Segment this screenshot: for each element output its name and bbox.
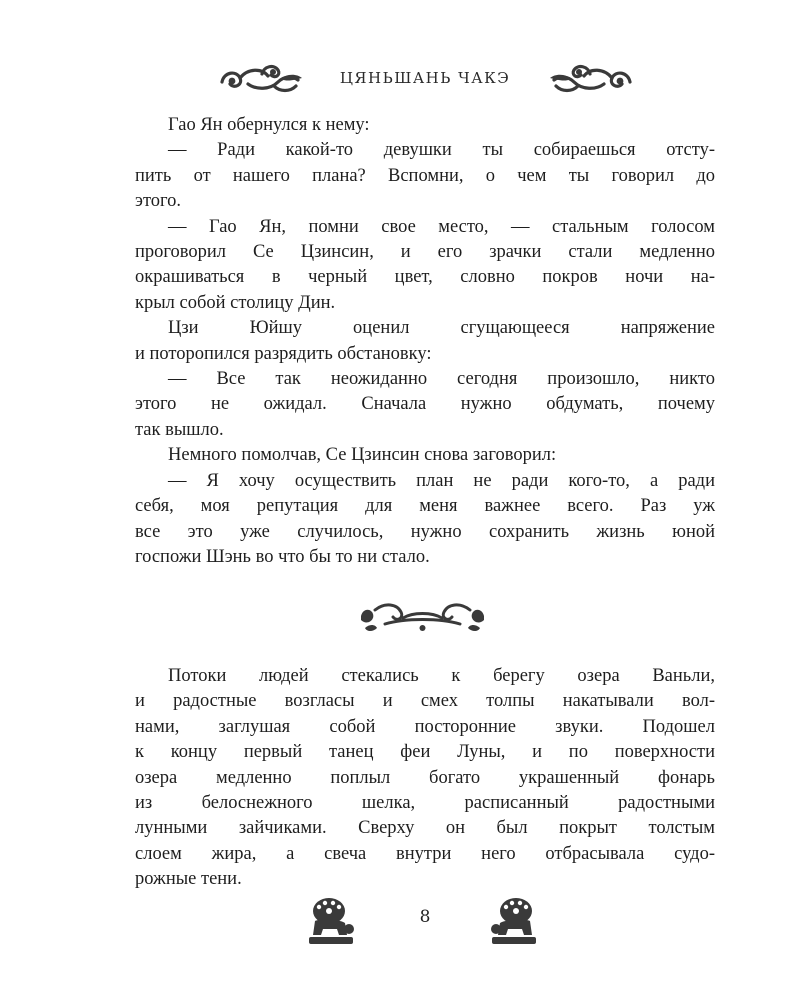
text-line: слоем жира, а свеча внутри него отбрасывала судо- [135, 843, 715, 864]
text-line: Цзи Юйшу оценил сгущающееся напряжение [168, 318, 715, 339]
text-line: — Ради какой-то девушки ты собираешься отсту- [168, 140, 715, 161]
text-line: этого. [135, 191, 182, 212]
text-line: — Все так неожиданно сегодня произошло, никто [168, 369, 715, 390]
text-line: проговорил Се Цзинсин, и его зрачки стали медленно [135, 242, 715, 263]
text-line: Немного помолчав, Се Цзинсин снова заговорил: [168, 445, 557, 466]
main-text-section-2 [135, 664, 715, 893]
text-line: крыл собой столицу Дин. [135, 292, 336, 313]
text-line: — Я хочу осуществить план не ради кого-то, а ради [168, 470, 715, 491]
page-footer [0, 895, 800, 955]
text-line: окрашиваться в черный цвет, словно покров ночи на- [135, 267, 715, 288]
guardian-lion-icon [488, 895, 540, 947]
text-line: и радостные возгласы и смех толпы накатывали вол- [135, 691, 715, 712]
text-line: и поторопился разрядить обстановку: [135, 343, 432, 364]
text-line: Гао Ян обернулся к нему: [168, 115, 370, 135]
text-line: рожные тени. [135, 869, 242, 890]
text-line: лунными зайчиками. Сверху он был покрыт толстым [135, 818, 715, 839]
text-line: — Гао Ян, помни свое место, — стальным голосом [168, 216, 715, 237]
text-line: нами, заглушая собой посторонние звуки. Подошел [135, 716, 715, 737]
text-line: из белоснежного шелка, расписанный радостными [135, 793, 715, 814]
swirl-ornament-icon [548, 60, 634, 98]
text-line: озера медленно поплыл богато украшенный фонарь [135, 767, 715, 788]
text-line: к концу первый танец феи Луны, и по поверхности [135, 742, 715, 763]
swirl-ornament-icon [218, 60, 304, 98]
guardian-lion-icon [305, 895, 357, 947]
text-line: себя, моя репутация для меня важнее всего. Раз уж [135, 496, 715, 517]
text-line: этого не ожидал. Сначала нужно обдумать, почему [135, 394, 715, 415]
text-line: все это уже случилось, нужно сохранить жизнь юной [135, 521, 715, 542]
main-text-section-1 [135, 113, 715, 570]
running-title: ЦЯНЬШАНЬ ЧАКЭ [339, 69, 511, 87]
text-line: Потоки людей стекались к берегу озера Ваньли, [168, 666, 715, 686]
page-header [0, 60, 800, 100]
text-line: пить от нашего плана? Вспомни, о чем ты говорил до [135, 165, 715, 186]
floral-divider-icon [355, 598, 490, 638]
page-number: 8 [419, 907, 431, 927]
text-line: так вышло. [135, 419, 224, 440]
text-line: госпожи Шэнь во что бы то ни стало. [135, 546, 430, 567]
